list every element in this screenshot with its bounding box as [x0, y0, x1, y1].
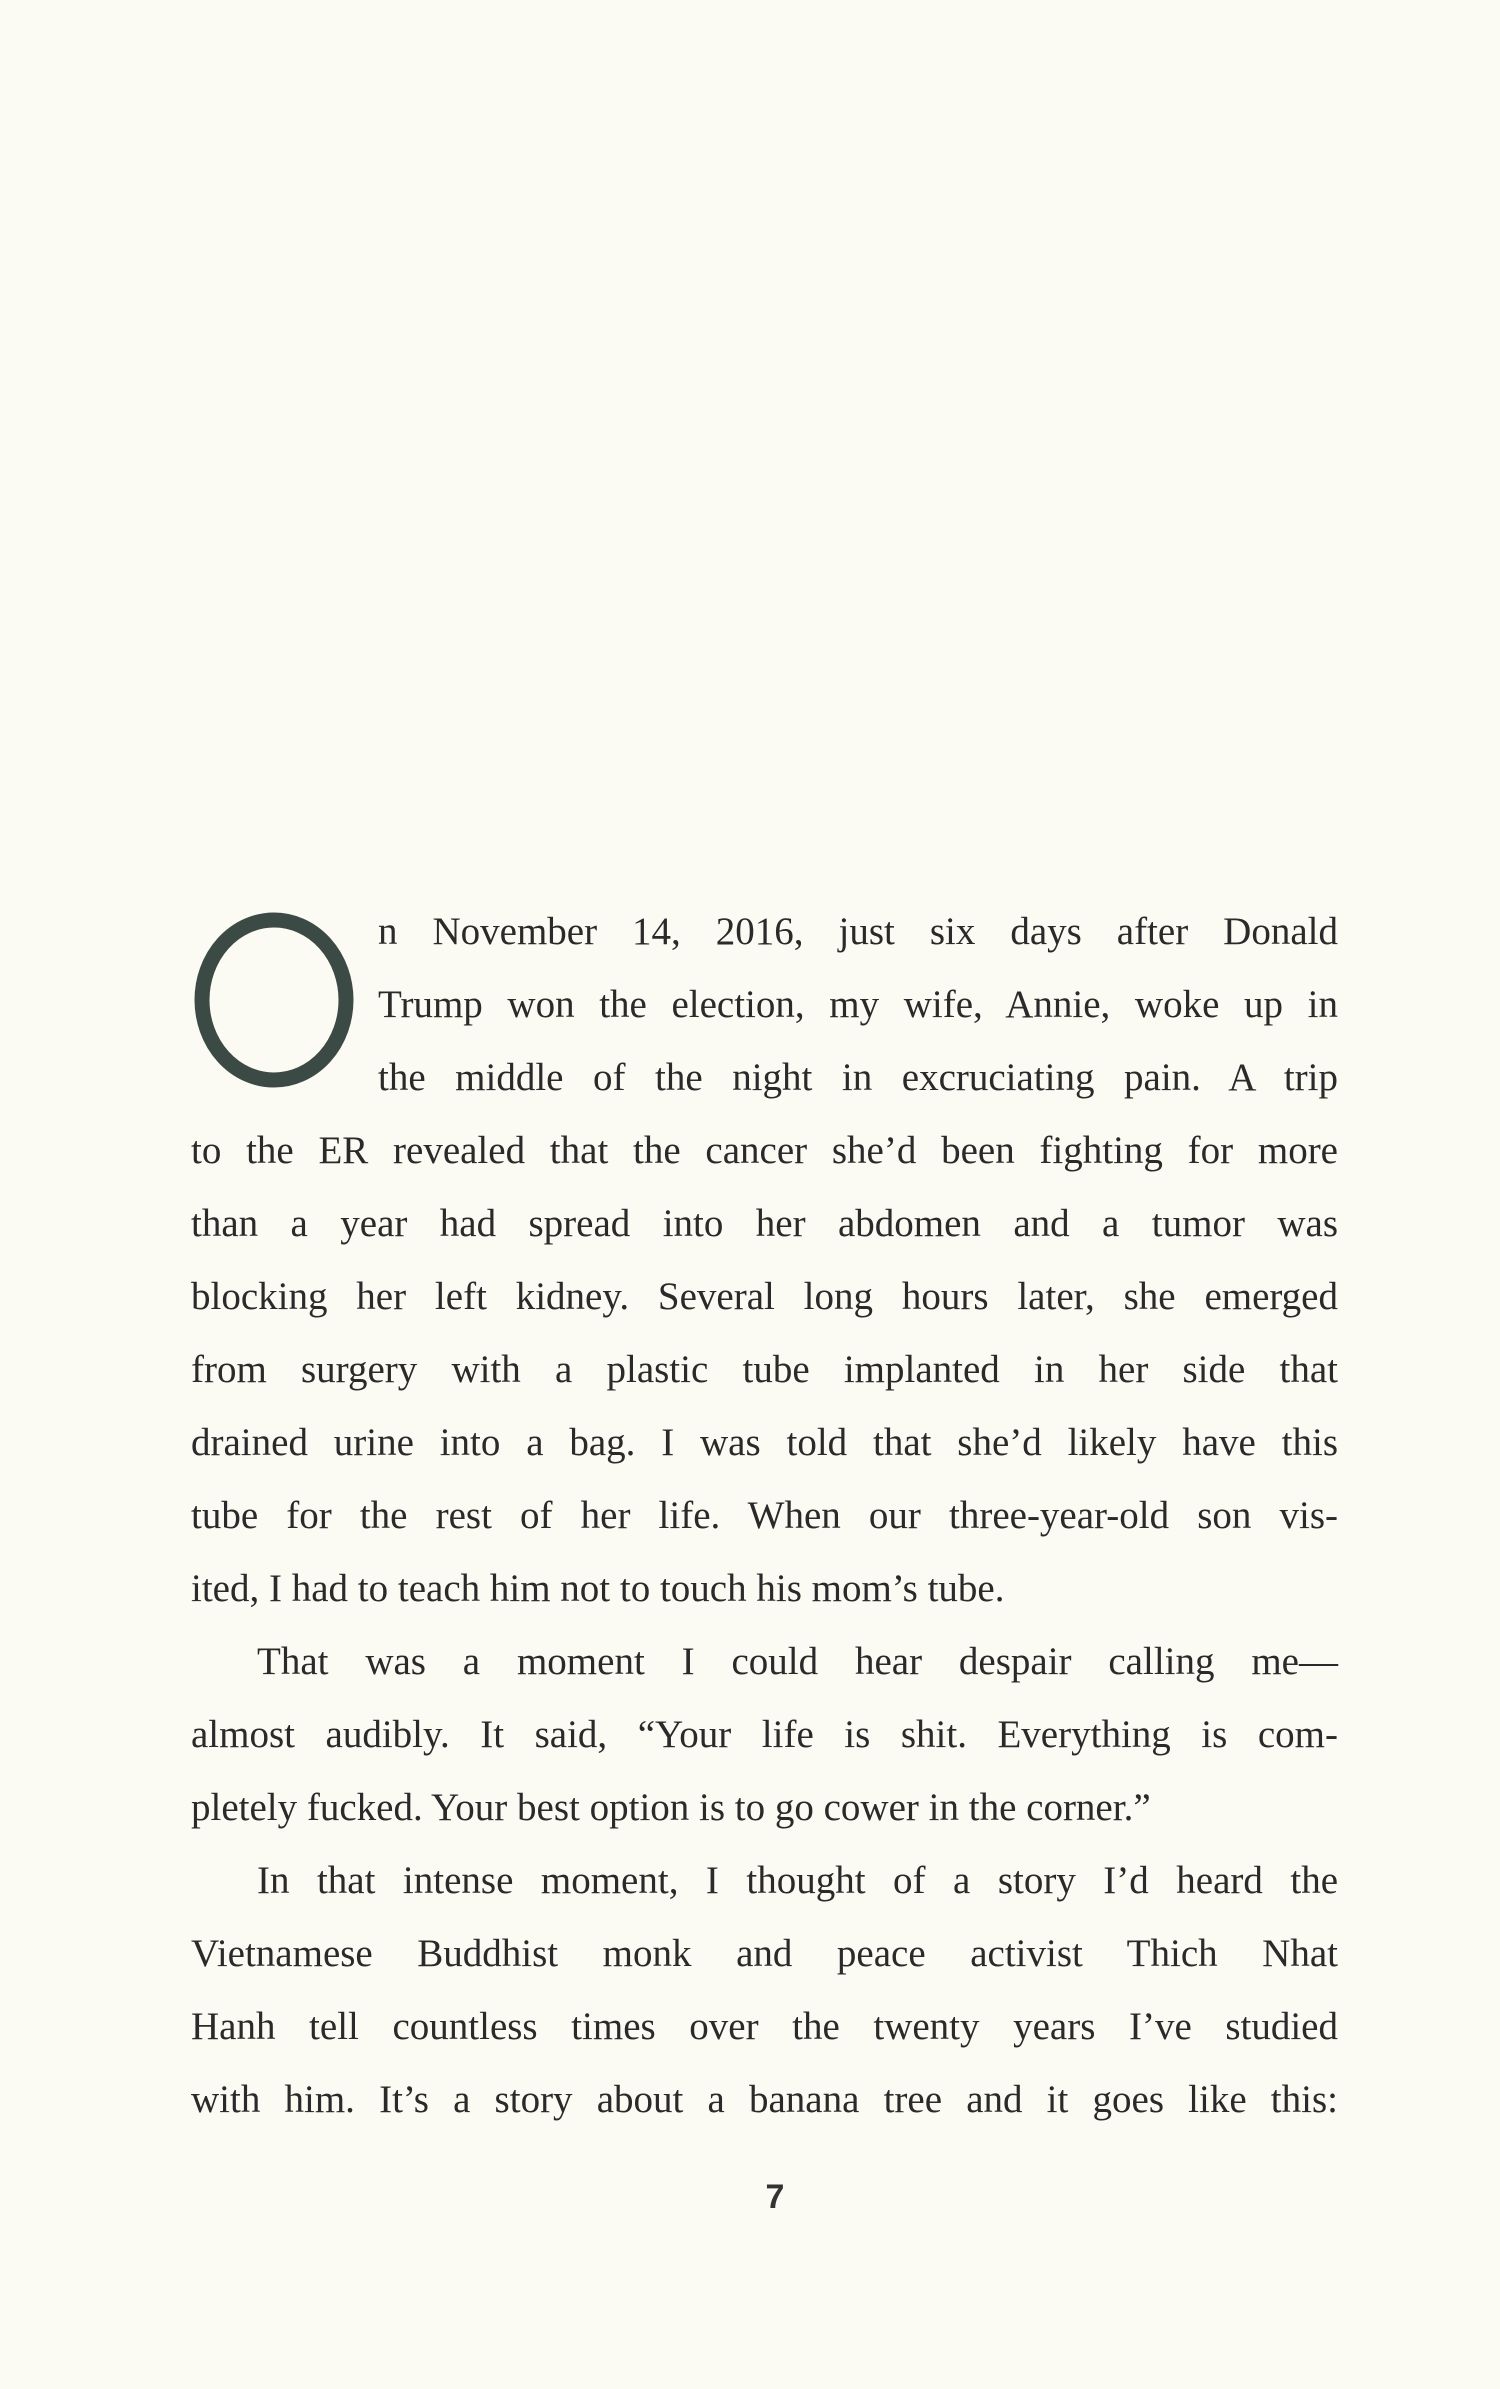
- text-line: tube for the rest of her life. When our three-year-old son vis-: [191, 1494, 1338, 1537]
- text-line: drained urine into a bag. I was told that she’d likely have this: [191, 1421, 1338, 1464]
- text-line: the middle of the night in excruciating pain. A trip: [378, 1056, 1338, 1099]
- body-text: [191, 895, 1338, 2136]
- paragraph-2: [191, 1625, 1338, 1844]
- text-line: from surgery with a plastic tube implanted in her side that: [191, 1348, 1338, 1391]
- text-line: That was a moment I could hear despair calling me—: [257, 1640, 1338, 1683]
- text-line: almost audibly. It said, “Your life is shit. Everything is com-: [191, 1713, 1338, 1756]
- text-line: to the ER revealed that the cancer she’d been fighting for more: [191, 1129, 1338, 1172]
- text-line: In that intense moment, I thought of a story I’d heard the: [257, 1859, 1338, 1902]
- paragraph-3: [191, 1844, 1338, 2136]
- text-line: blocking her left kidney. Several long hours later, she emerged: [191, 1275, 1338, 1318]
- text-line: Trump won the election, my wife, Annie, woke up in: [378, 983, 1338, 1026]
- text-line: with him. It’s a story about a banana tree and it goes like this:: [191, 2078, 1338, 2121]
- drop-cap-wrapped-lines: [378, 895, 1338, 1114]
- text-line: than a year had spread into her abdomen and a tumor was: [191, 1202, 1338, 1245]
- text-line: Vietnamese Buddhist monk and peace activist Thich Nhat: [191, 1932, 1338, 1975]
- text-line: pletely fucked. Your best option is to go cower in the corner.”: [191, 1786, 1151, 1829]
- page-number: [0, 2178, 1500, 2217]
- page-number-label: 7: [765, 2178, 785, 2216]
- text-line: Hanh tell countless times over the twenty years I’ve studied: [191, 2005, 1338, 2048]
- paragraph-1: [191, 1114, 1338, 1625]
- drop-cap: [191, 907, 357, 1093]
- opening-lines: [191, 895, 1338, 1114]
- text-line: n November 14, 2016, just six days after Donald: [378, 910, 1338, 953]
- text-line: ited, I had to teach him not to touch his mom’s tube.: [191, 1567, 1005, 1610]
- drop-cap-letter: O: [191, 907, 192, 908]
